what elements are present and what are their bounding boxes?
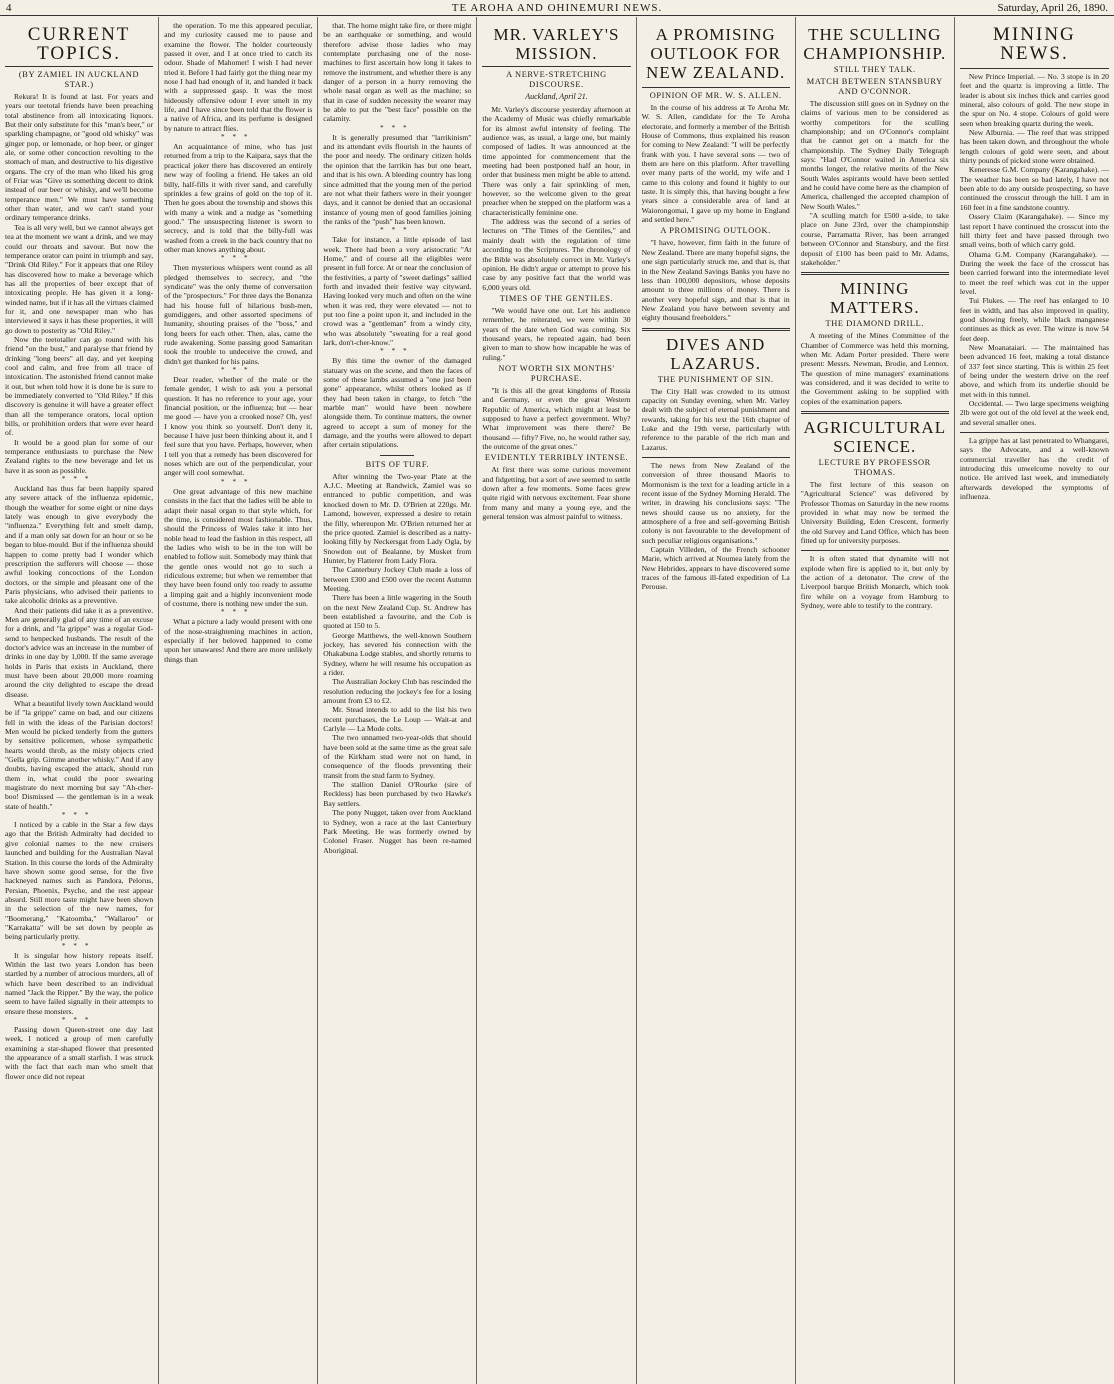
- paragraph: An acquaintance of mine, who has just returned from a trip to the Kaipara, says that the practical joker there has discovered an entirely new way of fooling a friend. He takes an old billy, half-fills it with river sand, and carefully sprinkles a few grains of gold on the top of it. Then he goes about the township and shows this with many a wink and a nudge as "something good." The unsuspecting listener is sworn to secrecy, and is told that the billy-full was washed from a creek in the back country that no other man knows anything about.: [164, 142, 313, 254]
- article-subheading: THE PUNISHMENT OF SIN.: [657, 374, 774, 384]
- rule: [642, 328, 790, 331]
- article-subheading: THE DIAMOND DRILL.: [825, 319, 925, 329]
- paragraph: The address was the second of a series of lectures on "The Times of the Gentiles," and mainly dealt with the regulation of time according to the Scriptures. The chronology of the Bible was absolutely correct in Mr. Varley's opinion. He didn't argue or attempt to prove his case by any positive fact that the world was 6,000 years old.: [482, 217, 631, 292]
- article-heading: A PROMISING OUTLOOK FOR NEW ZEALAND.: [646, 25, 786, 82]
- paragraph: La grippe has at last penetrated to Whangarei, says the Advocate, and a well-known commercial traveller has the credit of introducing this unwelcome novelty to our notice. He arrived last week, and immediately afterwards developed the symptoms of influenza.: [959, 436, 1109, 502]
- paragraph: Dear reader, whether of the male or the female gender, I wish to ask you a personal question. It has no reference to your age, your financial position, or the influenza; but — hear me good — have you a crooked nose? Oh, yes! I know you think so yourself. Don't deny it, because I have just been thinking about it, and I feel sure that you have. Perhaps, however, when I tell you that a remedy has been discovered for noses which are out of the perpendicular, your anger will cool somewhat.: [164, 375, 313, 478]
- section-divider: ***: [61, 475, 97, 484]
- article-body: [482, 105, 630, 521]
- paragraph: The Australian Jockey Club has rescinded the resolution reducing the jockey's fee for a losing amount from £3 to £2.: [323, 677, 472, 706]
- paragraph: Tea is all very well, but we cannot always get tea at the moment we want a drink, and we may could our throats and savour. But now the temperance orator can point in triumph and say, "Drink Old Riley." For it appears that one Riley has discovered how to make a beverage which has all the properties of beer except that of intoxicating people. He has given it a long-winded name, but if it has all the virtues claimed for it, and one newspaper man who has interviewed it says it has these properties, it will go down to posterity as "Old Riley.": [5, 222, 154, 335]
- paragraph: New Prince Imperial. — No. 3 stope is in 20 feet and the quartz is improving a little. The leader is about six inches thick and carries good mineral, also colours of gold. The new stope in the spur on No. 4 stope. Colours of gold were seen when breaking quartz during the week.: [959, 72, 1109, 128]
- paragraph: It is generally presumed that "larrikinism" and its attendant evils flourish in the haunts of the poor and needy. The ordinary citizen holds the opinion that the larrikin has but one heart, and that is his own. A bleeding country has long since admitted that the young men of the period are not what their fathers were in their younger days, and it cannot be denied that an occasional instance of young men of good families joining the ranks of the "push" has been known.: [323, 132, 472, 226]
- article-body: [323, 21, 471, 855]
- rule: [380, 455, 414, 456]
- section-divider: ***: [220, 133, 256, 142]
- paragraph: Mr. Stead intends to add to the list his two recent purchases, the Le Loup — Wait-at and Carlyle — La Mode colts.: [323, 705, 472, 734]
- paragraph: Take for instance, a little episode of last week. There had been a very aristocratic "At Home," and of course all the eligibles were present in full force. At or near the conclusion of the festivities, a party of "sweet darlings" sallied forth and invaded their festive way cityward. Having looked very much and often on the wine when it was red, they were elevated — not to put too fine a point upon it, and included in the crowd was a "gentleman" from a windy city, who was absolutely "sweating for a real good lark, don't-cher-know.": [323, 235, 472, 347]
- paragraph: Mr. Varley's discourse yesterday afternoon at the Academy of Music was chiefly remarkable for its almost awful intensity of feeling. The audience was, as usual, a large one, but mainly composed of ladies. It was announced at the time appointed for commencement that the meeting had been postponed half an hour, in order that business men might be able to attend. There was only a fair sprinkling of men, however, so the welcome given to the great preacher when he stepped on the platform was a characteristically feminine one.: [482, 105, 631, 217]
- paragraph: The stallion Daniel O'Rourke (sire of Reckless) has been purchased by two Hawke's Bay settlers.: [323, 780, 472, 808]
- article-subheading: OPINION OF MR. W. S. ALLEN.: [649, 91, 782, 100]
- paragraph: One great advantage of this new machine consists in the fact that the ladies will be able to adapt their nasal organ to that style which, for the time, is considered most fashionable. Thus, should the Princess of Wales take it into her noble head to lead the fashion in this respect, all the ladies who wish to be in the ton will be enabled to follow suit. Somebody may think that the gentle ones would not go to such a ridiculous extreme; but when we remember that they have been found only too ready to assume a limping gait and a highly inconvenient mode of costume, there is nothing new under the sun.: [164, 486, 313, 608]
- paragraph: It is singular how history repeats itself. Within the last two years London has been startled by a number of atrocious murders, all of which have been described to an individual named "Jack the Ripper." By the way, the police seem to have failed signally in their attempts to ensure these monsters.: [5, 950, 154, 1016]
- article-body: [642, 103, 790, 592]
- section-divider: ***: [61, 811, 97, 820]
- article-heading: AGRICULTURAL SCIENCE.: [803, 417, 947, 456]
- paragraph: The two unnamed two-year-olds that should have been sold at the same time as the great sale of the Kirkham stud were not on hand, in consequence of the floods preventing their transit from the stud farm to Sydney.: [323, 733, 472, 780]
- columns: [0, 17, 1114, 1384]
- paragraph: The pony Nugget, taken over from Auckland to Sydney, won a race at the last Canterbury Park Meeting. He was formerly owned by Colonel Fraser. Nugget has been re-named Aboriginal.: [323, 808, 472, 855]
- paragraph: It is often stated that dynamite will not explode when fire is applied to it, but only by the action of a detonator. The crew of the Liverpool barque British Monarch, which took fire while on a voyage from Hamburg to Sydney, were able to testify to the contrary.: [800, 554, 949, 611]
- column-7: [955, 17, 1114, 1384]
- column-6: [796, 17, 955, 1384]
- article-dateline: Auckland, April 21.: [525, 92, 588, 101]
- paragraph: The Canterbury Jockey Club made a loss of between £300 and £500 over the recent Autumn Meeting.: [323, 565, 472, 593]
- section-heading: MATCH BETWEEN STANSBURY AND O'CONNOR.: [806, 77, 943, 96]
- paragraph: "A sculling match for £500 a-side, to take place on June 23rd, over the championship course, Parramatta River, has been arranged between O'Connor and Stansbury, and the first deposit of £100 has been paid to Mr. Adams, stakeholder.": [800, 211, 949, 267]
- article-heading: DIVES AND LAZARUS.: [666, 334, 766, 373]
- article-body: [5, 92, 153, 1081]
- issue-date: Saturday, April 26, 1890.: [997, 2, 1108, 14]
- article-heading: THE SCULLING CHAMPIONSHIP.: [803, 25, 947, 63]
- paragraph: It would be a good plan for some of our temperance enthusiasts to purchase the New Zealand rights to the new beverage and let us have it as soon as possible.: [5, 437, 154, 475]
- section-heading: TIMES OF THE GENTILES.: [499, 293, 614, 303]
- section-divider: ***: [220, 608, 256, 617]
- article-heading: MINING NEWS.: [993, 24, 1076, 64]
- paragraph: Then mysterious whispers went round as all pledged themselves to secrecy, and "the syndicate" was the only theme of conversation of the "prospectors." For three days the Bonanza had his house full of hilarious bush-men, gumdiggers, and other assorted specimens of humanity, shouting praises of the "boss," and long beers for each other. Then, alas, came the rude awakening. Some passing good Samaritan took the trouble to undeceive the crowd, and didn't get thanked for his pains.: [164, 263, 313, 366]
- paragraph: "We would have one out. Let his audience remember, he reiterated, we were within 30 years of the date when God was coming. Six thousand years, he repeated again, had been given to man to show how incapable he was of ruling.": [482, 305, 631, 362]
- paragraph: Ohama G.M. Company (Karangahake). — During the week the face of the crosscut has been carried forward into the intermediate level to meet the reef which was cut in the upper level.: [959, 249, 1109, 296]
- paragraph: Captain Villeden, of the French schooner Marie, which arrived at Noumea lately from the New Hebrides, appears to have discovered some traces of the famous ill-fated expedition of La Perouse.: [641, 545, 790, 592]
- paragraph: I noticed by a cable in the Star a few days ago that the British Admiralty had decided to give colonial names to the new cruisers launched and building for the Australian Naval Station. In this course the lords of the Admiralty have shown some good sense, for the five hackneyed names such as Pandora, Pelorus, Persian, Phoenix, Psyche, and the rest appear absurd. Still more taste might have been shown in the selection of the new names, for "Boomerang," "Katoomba," "Wallaroo" or "Karrakatta" will be set down by people as being particularly pretty.: [5, 820, 154, 942]
- rule: [801, 272, 949, 275]
- paragraph: After winning the Two-year Plate at the A.J.C. Meeting at Randwick, Zamiel was so entranced to public competition, and was knocked down to Mr. D. O'Brien at 220gs. Mr. Lamond, however, expressed a desire to retain the filly, whereupon Mr. O'Brien returned her at the price quoted. Zamiel is described as a natty-looking filly by Neckersgat from Lady Ogla, by Snowdon out of Bealanne, by Musket from Hunter, by Flatterer from Lady Flora.: [323, 471, 472, 565]
- article-byline: (BY ZAMIEL IN AUCKLAND STAR.): [18, 70, 140, 89]
- paragraph: Auckland has thus far been happily spared any severe attack of the influenza epidemic, though the weather for some eight or nine days lately was enough to give everybody the "influenza." Everything felt and smelt damp, and if a man only sat down for an hour or so he began to blue-mould. But if the influenza should happen to come pretty bad I wonder which prescription the sufferers will choose — those awful looking concoctions of the London doctors, or the simple and pleasant one of the Paris physicians, who advised their patients to take alcoholic drinks as a preventive.: [5, 484, 154, 606]
- masthead: [0, 0, 1114, 16]
- column-3: [318, 17, 477, 1384]
- paragraph: "I have, however, firm faith in the future of New Zealand. There are many hopeful signs, the one sign particularly struck me, and that is, that in the New Zealand Savings Banks you have no less than 100,000 depositors, whose deposits amount to three millions of money. There is another very hopeful sign, and that is that in New Zealand you have between seventy and eighty thousand freeholders.": [641, 238, 790, 323]
- section-divider: ***: [61, 1016, 97, 1024]
- section-divider: ***: [61, 941, 97, 950]
- paragraph: "It is this all the great kingdoms of Russia and Germany, or even the great Western Republic of America, which might at least be supposed to have a perfect government. Why? What improvement was there there? Be thousand — fifty? Five, no, he would rather say, the outcome of the great ones.": [482, 385, 631, 451]
- paragraph: Now the teetotaller can go round with his friend "on the bust," and paralyse that friend by drinking "long beers" all day, and yet keeping cool and calm, and free from all trace of intoxication. The astonished friend cannot make it out, but when told how it is done he is sure to be immediately converted to "Old Riley." If this discovery is genuine it will have a greater effect than all the temperance orators, local option bills, or prohibition orders that were ever heard of.: [5, 334, 154, 438]
- section-heading: NOT WORTH SIX MONTHS' PURCHASE.: [498, 363, 615, 383]
- column-1: [0, 17, 159, 1384]
- section-heading: A PROMISING OUTLOOK.: [660, 226, 771, 236]
- paragraph: New Moanataiari. — The maintained has been advanced 16 feet, making a total distance of 337 feet since starting. This is within 25 feet of being under the western drive on the reef above, and which from its underlie should be met with in this tunnel.: [959, 342, 1109, 399]
- rule: [642, 457, 790, 458]
- paragraph: Occidental. — Two large specimens weighing 2lb were got out of the old level at the week end, and several smaller ones.: [959, 399, 1109, 427]
- section-divider: ***: [380, 347, 415, 356]
- column-5: [637, 17, 796, 1384]
- paragraph: Ossery Claim (Karangahake). — Since my last report I have continued the crosscut into the hill thirty feet and have passed through two small veins, both of which carry gold.: [959, 212, 1109, 250]
- paragraph: The discussion still goes on in Sydney on the claims of various men to be considered as worthy competitors for the sculling championship; and on O'Connor's complaint that he cannot get on a match for the championship. The Sydney Daily Telegraph says: "Had O'Connor waited in America six months longer, the relative merits of the New South Wales aspirants would have been settled and he could have come here as the champion of America, challenged the accepted champion of New South Wales.": [800, 99, 949, 211]
- section-divider: ***: [220, 254, 256, 263]
- section-heading: BITS OF TURF.: [365, 459, 430, 469]
- article-subheading: A NERVE-STRETCHING DISCOURSE.: [506, 70, 607, 89]
- paragraph: By this time the owner of the damaged statuary was on the scene, and then the faces of some of these lambs assumed a "one just been gone" appearance, whilst others looked as if they had been taken in charge, to fetch "the marble man" would have been nowhere alongside them. To continue matters, the owner agreed to accept a sum of money for the damage, and the youths were allowed to depart after certain stipulations.: [323, 356, 472, 450]
- paragraph: George Matthews, the well-known Southern jockey, has severed his connection with the Ohakabuna Lodge stables, and shortly returns to Sydney, where he will resume his occupation as a rider.: [323, 630, 472, 677]
- article-body: [801, 77, 949, 610]
- paragraph: At first there was some curious movement and fidgetting, but a sort of awe seemed to settle down after a few moments. Some faces grew quite rigid with nervous excitement. Fear shone from many and many a young eye, and the general tension was almost painful to witness.: [482, 465, 631, 522]
- article-subheading: STILL THEY TALK.: [833, 65, 916, 74]
- paragraph: In the course of his address at Te Aroha Mr. W. S. Allen, candidate for the Te Aroha electorate, and formerly a member of the British House of Commons, thus explained his reason for coming to New Zealand: "I will be perfectly frank with you. I have several sons — two of them are here on this platform. After travelling over many parts of the world, my wife and I came to this colony and found it highly to our taste. It is simply this, that having bought a few years since a considerable area of land at Waiorongomai, I gave up my home in England and settled here.": [641, 103, 790, 225]
- article-heading: MR. VARLEY'S MISSION.: [482, 25, 630, 67]
- section-divider: ***: [220, 477, 256, 486]
- rule: [801, 411, 949, 414]
- article-body: [960, 72, 1109, 501]
- section-divider: ***: [220, 366, 256, 375]
- column-4: [477, 17, 636, 1384]
- section-divider: ***: [380, 226, 415, 235]
- paragraph: New Alburnia. — The reef that was stripped has been taken down, and throughout the whole length colours of gold were seen, and about thirty pounds of picked stone were obtained.: [959, 128, 1109, 166]
- paragraph: Tui Flukes. — The reef has enlarged to 10 feet in width, and has also improved in quality, good showing freely, while black manganese continues as thick as ever. The winze is now 54 feet deep.: [959, 296, 1109, 343]
- section-divider: ***: [380, 123, 415, 132]
- paragraph: The City Hall was crowded to its utmost capacity on Sunday evening, when Mr. Varley dealt with the subject of eternal punishment and rewards, taking for his text the 16th chapter of Luke and the 19th verse, particularly with reference to the parable of the rich man and Lazarus.: [641, 386, 790, 452]
- paragraph: What a picture a lady would present with one of the nose-straightening machines in action, especially if her beloved happened to come upon her unawares! And there are more unlikely things than: [164, 617, 313, 664]
- paragraph: that. The home might take fire, or there might be an earthquake or something, and would therefore advise those ladies who may contemplate purchasing one of the nose-machines to first ascertain how long it takes to remove the instrument, and whether there is any danger of a person in a hurry removing the whole nasal organ as well as the machine; so that in case of sudden necessity the wearer may be able to put the "best face" possible on the calamity.: [323, 21, 472, 124]
- paragraph: And their patients did take it as a preventive. Men are generally glad of any time of an excuse for a drink, and "la grippe" was a regular God-send to henpecked husbands. The result of the doctor's advice was an increase in the number of drinks in one day by 1,000. If the same average holds in Paris that exists in Auckland, there must have been about 20,000 more roaming around the city delighted to escape the dread disease.: [5, 605, 154, 699]
- article-heading: MINING MATTERS.: [829, 279, 920, 318]
- paragraph: Keneresse G.M. Company (Karangahake). — The weather has been so bad lately, I have not been able to do any outside prospecting, so have continued the crosscut through the hill. I am in 160 feet in a fine sandstone country.: [959, 165, 1109, 212]
- rule: [960, 432, 1109, 433]
- column-2: [159, 17, 318, 1384]
- page-number: 4: [6, 2, 12, 14]
- rule: [960, 68, 1109, 69]
- rule: [801, 550, 949, 551]
- section-heading: EVIDENTLY TERRIBLY INTENSE.: [484, 453, 629, 463]
- paragraph: A meeting of the Mines Committee of the Chamber of Commerce was held this morning, when Mr. Adam Porter presided. There were present: Messrs. Newman, Brodie, and Lennox. The question of mine managers' examinations was considered, and it was decided to write to the Government asking to be supplied with copies of the examination papers.: [800, 331, 949, 406]
- paragraph: What a beautiful lively town Auckland would be if "la grippe" came on bad, and our citizens fell in with the ideas of the Parisian doctors! Men would be picked tenderly from the gutters by sensitive policemen, whose sympathetic hearts would throb, as the misty objects cried "Gella grip. Gimme another whisky." And if any doubts, having escaped the attack, should run them in, what could the poor swearing magistrate do next morning but say "Ah-cher-boo! Dismissed — the gentleman is in a weak state of health.": [5, 699, 154, 811]
- rule: [642, 87, 790, 88]
- paragraph: There has been a little wagering in the South on the next New Zealand Cup. St. Andrew has been established a favourite, and the Cob is quoted at 150 to 5.: [323, 593, 472, 631]
- paragraph: Rekura! It is found at last. For years and years our teetotal friends have been preaching total abstinence from all intoxicating liquors. But their only substitute for this "man's beer," or sparkling champagne, or "good old whisky" was ginger pop, or lemonade, or hop beer, or ginger ale, or some other concoction revolting to the stomach of man, and destructive to his digestive organs. The cry of the man who liked his grog of Friar was "Give us something decent to drink instead of our beer or whisky, and we'll become temperance men." We must have something other than water, and we can't stand your ordinary temperance drinks.: [5, 92, 154, 223]
- article-body: [164, 21, 312, 664]
- paragraph: The first lecture of this season on "Agricultural Science" was delivered by Professor Thomas on Saturday in the new rooms provided in what may now be termed the University Building, Eden Crescent, formerly the old Survey and Land Office, which has been fitted up for university purposes.: [800, 479, 949, 545]
- paragraph: The news from New Zealand of the conversion of three thousand Maoris to Mormonism is the text for a leading article in a recent issue of the Sydney Morning Herald. The writer, in drawing his conclusions says: "The news should cause us no anxiety, for the atmosphere of a free and self-governing British colony is not favourable to the development of such peculiar religious organisations.": [641, 460, 790, 545]
- newspaper-title: TE AROHA AND OHINEMURI NEWS.: [451, 2, 663, 14]
- article-subheading: LECTURE BY PROFESSOR THOMAS.: [818, 457, 931, 477]
- article-heading: CURRENT TOPICS.: [5, 25, 153, 67]
- paragraph: the operation. To me this appeared peculiar, and my curiosity caused me to pause and examine the flower. The holder courteously passed it over, and I at once tried to catch its odour. Shade of Mahomet! I wish I had never tried it. Before I had fairly got the thing near my nose I had had enough of it, and handed it back with a suppressed gasp. It was the most hideously offensive odour I ever smelt in my life, and I have since been told that the flower is a native of Africa, and its perfume is designed by nature to attract flies.: [164, 21, 313, 133]
- paragraph: Passing down Queen-street one day last week, I noticed a group of men carefully examining a star-shaped flower that presented the appearance of a small starfish. I was struck with the fact that each man who smelt that flower once did not repeat: [5, 1025, 154, 1081]
